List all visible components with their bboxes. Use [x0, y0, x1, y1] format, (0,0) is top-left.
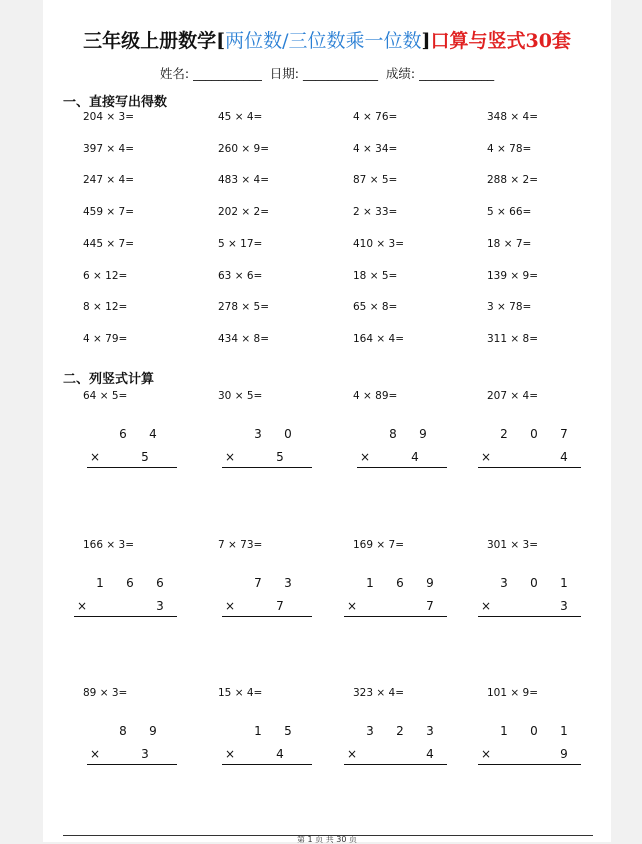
- times-sign: ×: [360, 450, 371, 464]
- oral-problem: 348 × 4=: [487, 111, 538, 123]
- multiplier-digit: 5: [276, 450, 284, 464]
- vertical-digit: 1: [96, 576, 104, 590]
- vertical-problem-label: 207 × 4=: [487, 390, 538, 402]
- oral-problem: 4 × 76=: [353, 111, 398, 123]
- times-sign: ×: [347, 599, 358, 613]
- answer-line: [87, 467, 177, 468]
- vertical-digit: 1: [560, 724, 568, 738]
- oral-problem: 288 × 2=: [487, 174, 538, 187]
- answer-line: [222, 467, 312, 468]
- vertical-digit: 7: [560, 427, 568, 441]
- page-title: [43, 26, 611, 53]
- oral-problem: 204 × 3=: [83, 111, 134, 123]
- vertical-problem-label: 166 × 3=: [83, 539, 134, 551]
- answer-line: [222, 764, 312, 765]
- answer-line: [478, 616, 581, 617]
- vertical-digit: 0: [530, 427, 538, 441]
- vertical-digit: 1: [366, 576, 374, 590]
- oral-problem: 397 × 4=: [83, 142, 134, 155]
- oral-problem: 63 × 6=: [218, 269, 263, 282]
- vertical-problem-label: 30 × 5=: [218, 390, 263, 402]
- title-topic: 两位数/三位数乘一位数: [225, 30, 422, 52]
- oral-problem: 18 × 7=: [487, 237, 532, 250]
- oral-problem: 45 × 4=: [218, 111, 263, 123]
- vertical-digit: 4: [149, 427, 157, 441]
- vertical-digit: 6: [126, 576, 134, 590]
- vertical-digit: 3: [254, 427, 262, 441]
- vertical-digit: 1: [560, 576, 568, 590]
- vertical-problem-label: 7 × 73=: [218, 539, 263, 551]
- vertical-digit: 9: [426, 576, 434, 590]
- vertical-digit: 7: [254, 576, 262, 590]
- times-sign: ×: [225, 450, 236, 464]
- oral-problem: 278 × 5=: [218, 301, 269, 314]
- section-1-title: 一、直接写出得数: [63, 95, 168, 110]
- multiplier-digit: 7: [276, 599, 284, 613]
- answer-line: [87, 764, 177, 765]
- multiplier-digit: 4: [411, 450, 419, 464]
- vertical-digit: 9: [149, 724, 157, 738]
- oral-problem: 65 × 8=: [353, 301, 398, 314]
- vertical-digit: 3: [366, 724, 374, 738]
- vertical-digit: 8: [389, 427, 397, 441]
- multiplier-digit: 9: [560, 747, 568, 761]
- multiplier-digit: 7: [426, 599, 434, 613]
- answer-line: [222, 616, 312, 617]
- section-2-title: 二、列竖式计算: [63, 372, 155, 387]
- vertical-digit: 6: [156, 576, 164, 590]
- times-sign: ×: [77, 599, 88, 613]
- vertical-problem-label: 101 × 9=: [487, 687, 538, 699]
- answer-line: [357, 467, 447, 468]
- oral-problem: 260 × 9=: [218, 142, 269, 155]
- multiplier-digit: 3: [141, 747, 149, 761]
- times-sign: ×: [481, 747, 492, 761]
- vertical-problem-label: 169 × 7=: [353, 539, 404, 551]
- multiplier-digit: 4: [560, 450, 568, 464]
- answer-line: [344, 616, 447, 617]
- vertical-digit: 0: [284, 427, 292, 441]
- vertical-problem-label: 15 × 4=: [218, 687, 263, 699]
- student-info-line: 姓名: ___________ 日期: ____________ 成绩: ____________: [159, 66, 495, 81]
- vertical-digit: 2: [396, 724, 404, 738]
- title-subtitle: 口算与竖式30套: [430, 30, 571, 52]
- page-footer: 第 1 页 共 30 页: [297, 835, 357, 844]
- answer-line: [74, 616, 177, 617]
- title-part-1: 三年级上册数学[: [83, 30, 226, 52]
- times-sign: ×: [90, 450, 101, 464]
- answer-line: [478, 764, 581, 765]
- oral-problem: 164 × 4=: [353, 332, 404, 345]
- times-sign: ×: [481, 450, 492, 464]
- vertical-problem-label: 64 × 5=: [83, 390, 128, 402]
- times-sign: ×: [225, 599, 236, 613]
- oral-problem: 202 × 2=: [218, 206, 269, 219]
- vertical-digit: 1: [254, 724, 262, 738]
- vertical-digit: 9: [419, 427, 427, 441]
- vertical-digit: 0: [530, 724, 538, 738]
- multiplier-digit: 4: [276, 747, 284, 761]
- multiplier-digit: 3: [560, 599, 568, 613]
- times-sign: ×: [347, 747, 358, 761]
- oral-problem: 4 × 79=: [83, 332, 128, 345]
- oral-problem: 445 × 7=: [83, 237, 134, 250]
- oral-problem: 87 × 5=: [353, 174, 398, 187]
- vertical-digit: 2: [500, 427, 508, 441]
- oral-problem: 139 × 9=: [487, 269, 538, 282]
- multiplier-digit: 5: [141, 450, 149, 464]
- vertical-problem-label: 301 × 3=: [487, 539, 538, 551]
- oral-problem: 5 × 66=: [487, 206, 532, 219]
- multiplier-digit: 4: [426, 747, 434, 761]
- vertical-digit: 6: [119, 427, 127, 441]
- vertical-digit: 5: [284, 724, 292, 738]
- oral-problem: 4 × 78=: [487, 142, 532, 155]
- oral-problem: 18 × 5=: [353, 269, 398, 282]
- oral-problem: 2 × 33=: [353, 206, 398, 219]
- answer-line: [478, 467, 581, 468]
- oral-problem: 5 × 17=: [218, 237, 263, 250]
- answer-line: [344, 764, 447, 765]
- multiplier-digit: 3: [156, 599, 164, 613]
- title-part-3: ]: [421, 30, 431, 52]
- vertical-digit: 0: [530, 576, 538, 590]
- oral-problem: 4 × 34=: [353, 142, 398, 155]
- oral-problem: 8 × 12=: [83, 301, 128, 314]
- times-sign: ×: [225, 747, 236, 761]
- vertical-digit: 6: [396, 576, 404, 590]
- vertical-problem-label: 4 × 89=: [353, 390, 398, 402]
- oral-problem: 459 × 7=: [83, 206, 134, 219]
- oral-problem: 483 × 4=: [218, 174, 269, 187]
- vertical-problem-label: 89 × 3=: [83, 687, 128, 699]
- vertical-digit: 3: [500, 576, 508, 590]
- oral-problem: 434 × 8=: [218, 332, 269, 345]
- oral-problem: 247 × 4=: [83, 174, 134, 187]
- oral-problem: 3 × 78=: [487, 301, 532, 314]
- vertical-digit: 3: [284, 576, 292, 590]
- vertical-digit: 3: [426, 724, 434, 738]
- oral-problem: 6 × 12=: [83, 269, 128, 282]
- times-sign: ×: [90, 747, 101, 761]
- vertical-digit: 8: [119, 724, 127, 738]
- times-sign: ×: [481, 599, 492, 613]
- vertical-problem-label: 323 × 4=: [353, 687, 404, 699]
- worksheet-page: [43, 0, 611, 842]
- oral-problem: 311 × 8=: [487, 332, 538, 345]
- oral-problem: 410 × 3=: [353, 237, 404, 250]
- vertical-digit: 1: [500, 724, 508, 738]
